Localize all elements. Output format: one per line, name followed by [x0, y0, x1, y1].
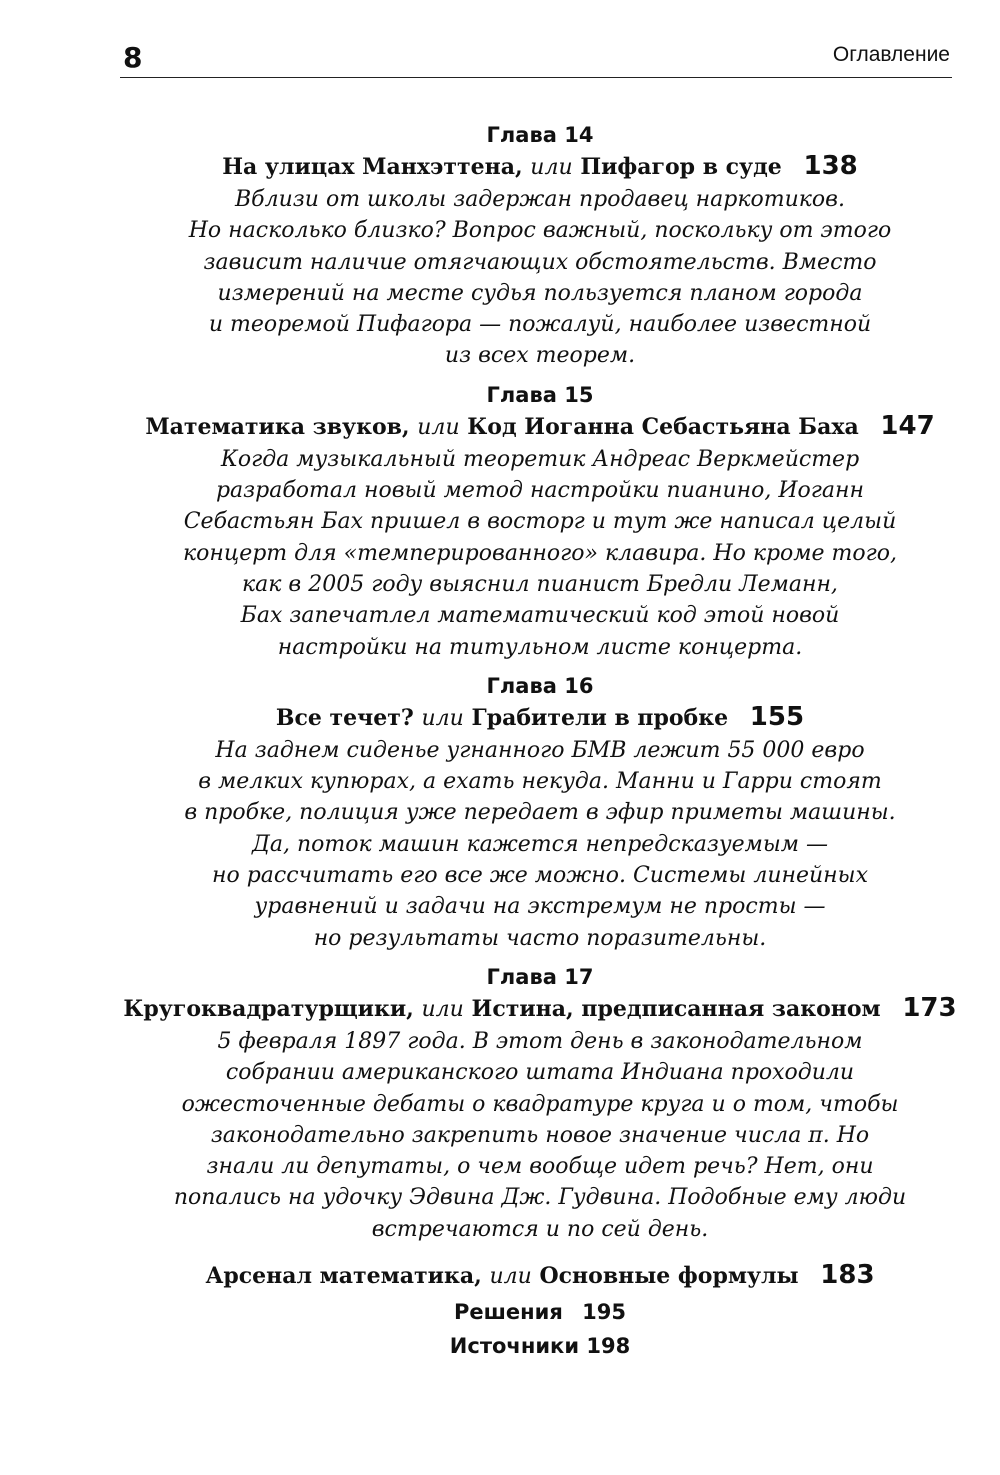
description-line: Но насколько близко? Вопрос важный, поскольку от этого: [188, 218, 892, 244]
chapter-title-sub: Код Иоганна Себастьяна Баха: [467, 413, 859, 440]
chapter-label: Глава 16: [486, 673, 594, 698]
chapter-page-number: 155: [749, 701, 805, 732]
chapter-description: [110, 444, 970, 663]
chapter-15: [110, 380, 970, 663]
chapter-14: [110, 120, 970, 372]
description-line: Вблизи от школы задержан продавец наркотиков.: [235, 187, 845, 212]
chapter-title-or: или: [421, 705, 464, 731]
description-line: Себастьян Бах пришел в восторг и тут же написал целый: [183, 509, 897, 535]
description-line: попались на удочку Эдвина Дж. Гудвина. Подобные ему люди: [173, 1185, 907, 1211]
description-line: и теоремой Пифагора — пожалуй, наиболее известной: [208, 312, 872, 338]
description-line: из всех теорем.: [444, 343, 636, 369]
chapter-17: [110, 962, 970, 1245]
description-line: встречаются и по сей день.: [371, 1216, 709, 1242]
description-line: настройки на титульном листе концерта.: [277, 634, 803, 660]
chapter-title[interactable]: [110, 701, 970, 735]
appendix-entry[interactable]: [110, 1259, 970, 1293]
chapter-title-main: Кругоквадратурщики,: [123, 995, 414, 1022]
description-line: ожесточенные дебаты о квадратуре круга и о том, чтобы: [181, 1091, 899, 1117]
solutions-page-number: 195: [582, 1300, 627, 1325]
sources-page-number: 198: [586, 1334, 631, 1359]
chapter-description: [110, 735, 970, 954]
chapter-title-main: Математика звуков,: [145, 413, 410, 440]
running-head: Оглавление: [832, 43, 950, 66]
description-line: в пробке, полиция уже передает в эфир приметы машины.: [184, 800, 896, 826]
chapter-title[interactable]: [110, 410, 970, 444]
appendix-title-main: Арсенал математика,: [205, 1263, 482, 1290]
chapter-16: [110, 671, 970, 954]
description-line: зависит наличие отягчающих обстоятельств. Вместо: [203, 249, 877, 275]
description-line: Когда музыкальный теоретик Андреас Веркмейстер: [220, 446, 860, 472]
page-number: 8: [123, 41, 143, 74]
chapter-title-main: Все течет?: [275, 704, 414, 731]
description-line: разработал новый метод настройки пианино, Иоганн: [215, 478, 865, 504]
table-of-contents: [110, 120, 970, 1361]
description-line: но рассчитать его все же можно. Системы линейных: [211, 863, 868, 889]
description-line: 5 февраля 1897 года. В этот день в законодательном: [217, 1028, 863, 1054]
description-line: знали ли депутаты, о чем вообще идет речь? Нет, они: [206, 1154, 874, 1180]
chapter-title-sub: Истина, предписанная законом: [471, 995, 881, 1022]
chapter-description: [110, 1026, 970, 1245]
chapter-title-main: На улицах Манхэттена,: [222, 154, 523, 180]
sources-label: Источники: [449, 1334, 580, 1359]
solutions-label: Решения: [453, 1300, 563, 1325]
chapter-title-sub: Грабители в пробке: [471, 704, 729, 731]
header-rule: [120, 77, 952, 78]
description-line: Бах запечатлел математический код этой новой: [240, 603, 840, 629]
description-line: законодательно закрепить новое значение числа π. Но: [210, 1122, 870, 1148]
chapter-title-or: или: [421, 996, 464, 1022]
description-line: но результаты часто поразительны.: [313, 925, 767, 951]
chapter-page-number: 138: [803, 151, 858, 181]
description-line: как в 2005 году выяснил пианист Бредли Леманн,: [242, 571, 838, 597]
chapter-page-number: 147: [880, 410, 935, 441]
chapter-label: Глава 14: [486, 123, 594, 147]
description-line: На заднем сиденье угнанного БМВ лежит 55 000 евро: [215, 737, 865, 763]
chapter-label: Глава 17: [486, 964, 594, 989]
chapter-title-sub: Пифагор в суде: [580, 154, 782, 180]
chapter-title-or: или: [530, 155, 573, 180]
description-line: Да, поток машин кажется непредсказуемым —: [252, 831, 828, 857]
chapter-label: Глава 15: [486, 382, 594, 407]
description-line: измерений на месте судья пользуется планом города: [217, 280, 863, 306]
chapter-description: [110, 184, 970, 372]
appendix-page-number: 183: [820, 1260, 875, 1291]
description-line: концерт для «темперированного» клавира. Но кроме того,: [182, 540, 898, 566]
description-line: уравнений и задачи на экстремум не просты —: [254, 894, 826, 920]
appendix-title-or: или: [489, 1264, 532, 1290]
description-line: в мелких купюрах, а ехать некуда. Манни и Гарри стоят: [198, 769, 882, 795]
chapter-title[interactable]: [110, 992, 970, 1026]
description-line: собрании американского штата Индиана проходили: [225, 1060, 855, 1086]
chapter-title-or: или: [417, 414, 460, 440]
sources-entry[interactable]: [110, 1331, 970, 1361]
appendix-title-sub: Основные формулы: [539, 1263, 799, 1290]
chapter-title[interactable]: [110, 150, 970, 184]
solutions-entry[interactable]: [110, 1293, 970, 1331]
chapter-page-number: 173: [902, 992, 957, 1023]
